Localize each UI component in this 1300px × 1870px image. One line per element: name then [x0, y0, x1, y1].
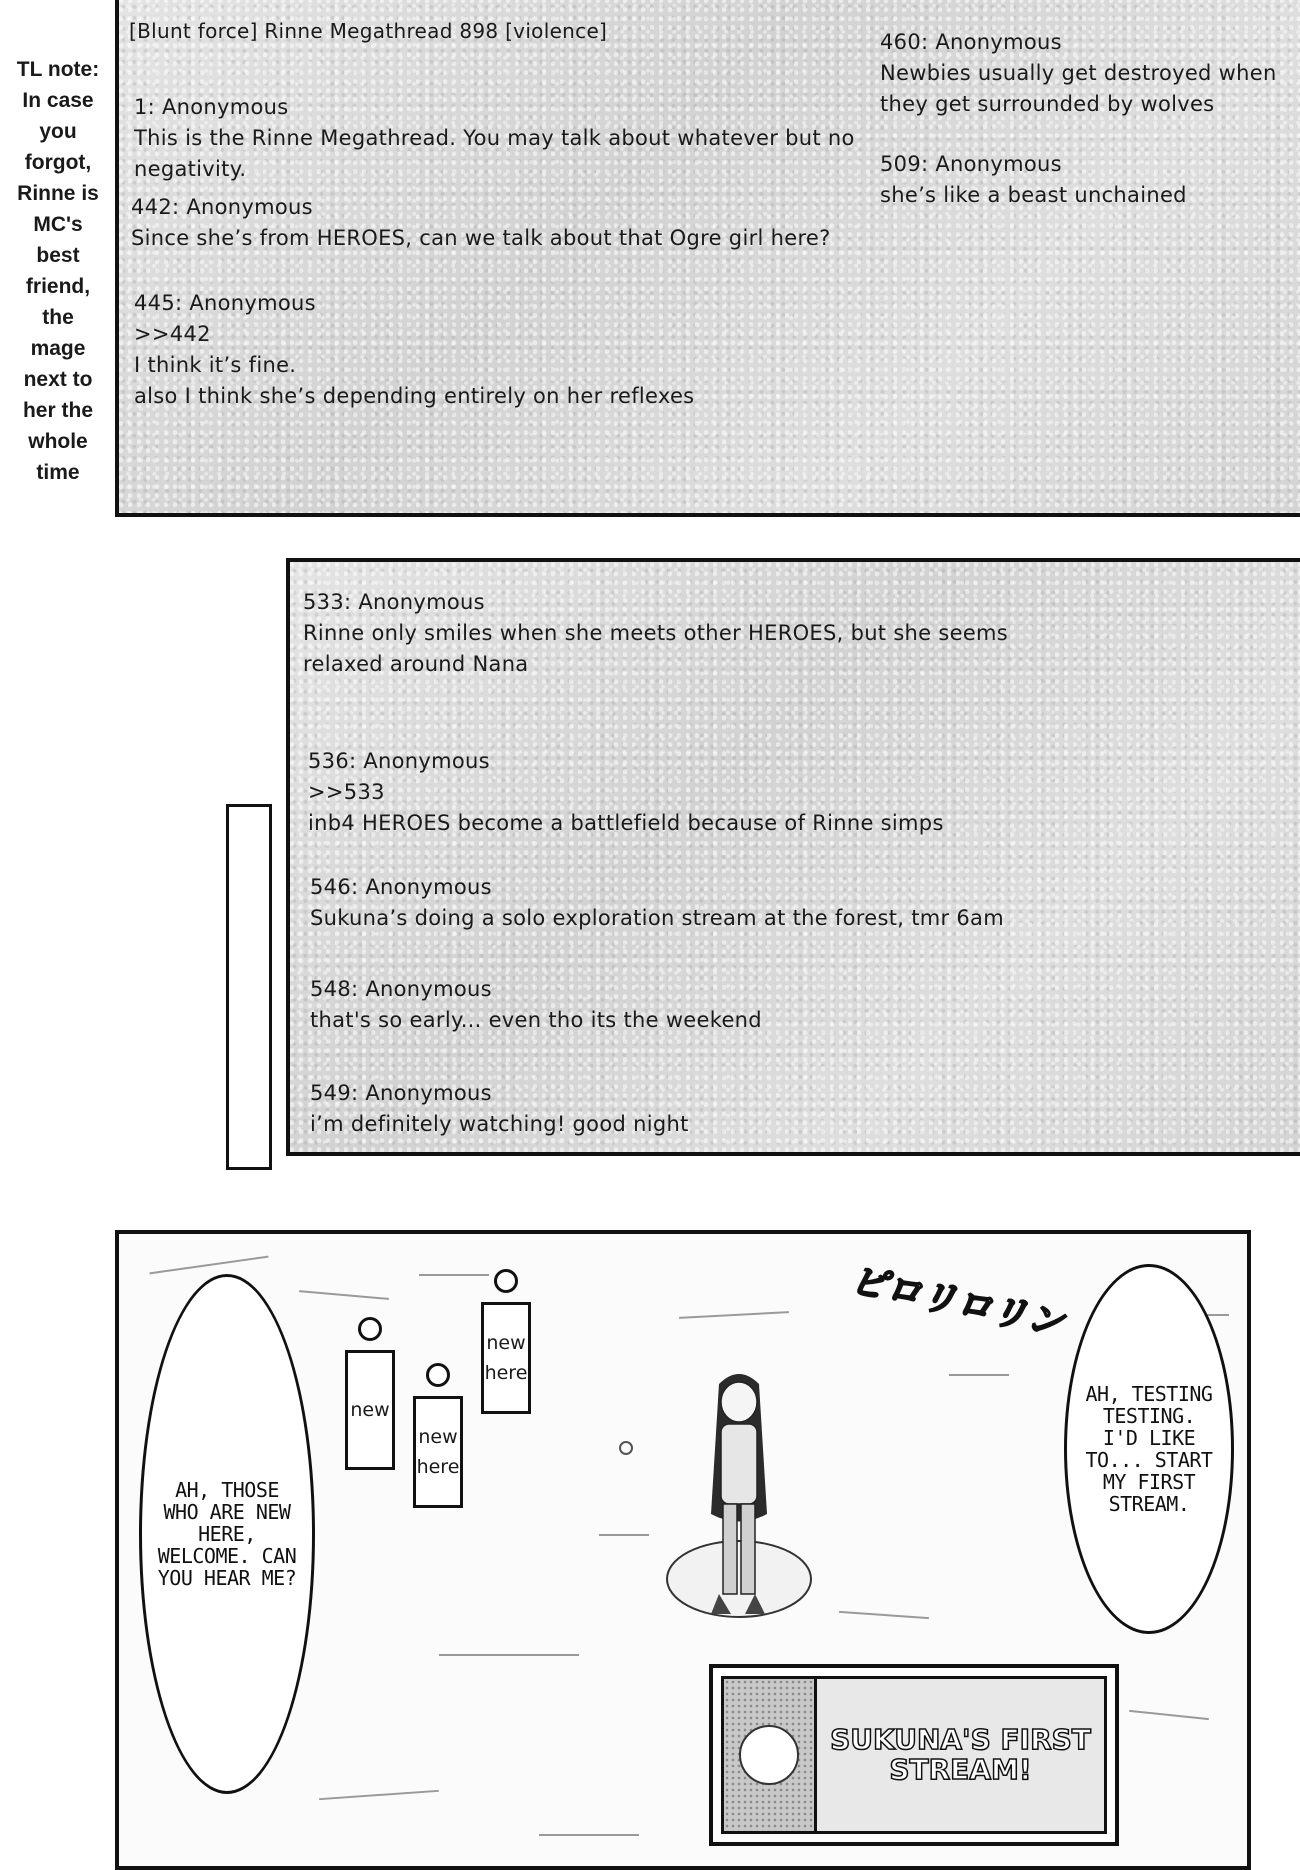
speed-line [149, 1256, 268, 1275]
speech-text-left: AH, THOSE WHO ARE NEW HERE, WELCOME. CAN YOU HEAR ME? [157, 1478, 297, 1590]
post-text: she’s like a beast unchained [880, 183, 1187, 207]
tl-note-line: time [36, 461, 80, 484]
tl-note-line: MC's [33, 213, 83, 236]
tl-note-line: you [39, 120, 77, 143]
post-id: 1: Anonymous [134, 95, 289, 119]
chat-tag-text: here [416, 1456, 460, 1478]
post-text: Rinne only smiles when she meets other HEROES, but she seems [303, 621, 1009, 645]
speech-bubble-left [139, 1274, 315, 1794]
avatar-circle-icon [739, 1725, 799, 1785]
post-text: inb4 HEROES become a battlefield because of Rinne simps [308, 811, 944, 835]
sitting-girl-figure [659, 1364, 819, 1654]
speed-line [539, 1834, 639, 1836]
speech-bubble-right [1064, 1264, 1234, 1634]
post-text: relaxed around Nana [303, 652, 529, 676]
tl-note-line: her the [22, 399, 93, 422]
banner-inner [721, 1676, 1107, 1834]
tl-note-line: mage [30, 337, 86, 360]
thread-panel-2 [286, 558, 1300, 1156]
speed-line [949, 1374, 1009, 1376]
tl-note-line: In case [22, 89, 94, 112]
post-text: they get surrounded by wolves [880, 92, 1215, 116]
tl-note-line: forgot, [24, 151, 92, 174]
tl-note-line: Rinne is [17, 182, 99, 205]
post-text: I think it’s fine. [134, 353, 297, 377]
post-id: 445: Anonymous [134, 291, 316, 315]
tl-note-line: best [36, 244, 80, 267]
speed-line [419, 1274, 489, 1276]
post-text: also I think she’s depending entirely on her reflexes [134, 384, 695, 408]
post-id: 548: Anonymous [310, 977, 492, 1001]
stream-title: SUKUNA'S FIRST STREAM! [817, 1679, 1104, 1831]
post-id: 546: Anonymous [310, 875, 492, 899]
chat-tag-text: new [418, 1426, 458, 1448]
empty-panel-box [226, 804, 272, 1170]
chat-tag-text: here [484, 1362, 528, 1384]
chat-tag-new-here [481, 1302, 531, 1414]
manga-panel [115, 1230, 1251, 1870]
camera-drone-icon [619, 1441, 633, 1455]
tl-note [8, 54, 108, 488]
chat-tag-new [345, 1350, 395, 1470]
tl-note-line: the [42, 306, 74, 329]
post-text: i’m definitely watching! good night [310, 1112, 689, 1136]
tl-note-line: whole [28, 430, 88, 453]
chat-tag-text: new [486, 1332, 526, 1354]
post-text: that's so early... even tho its the weekend [310, 1008, 762, 1032]
post-id: 549: Anonymous [310, 1081, 492, 1105]
post-id: 533: Anonymous [303, 590, 485, 614]
post-text: Newbies usually get destroyed when [880, 61, 1277, 85]
chat-tag-new-here [413, 1396, 463, 1508]
chat-avatar-circle [494, 1269, 518, 1293]
speed-line [599, 1534, 649, 1536]
chat-tag-text: new [350, 1399, 390, 1421]
post-id: 509: Anonymous [880, 152, 1062, 176]
post-text: Since she’s from HEROES, can we talk about that Ogre girl here? [131, 226, 831, 250]
post-text: This is the Rinne Megathread. You may talk about whatever but no [134, 126, 855, 150]
thread-panel-1 [115, 0, 1300, 517]
post-id: 536: Anonymous [308, 749, 490, 773]
sound-effect-text: ピロリロリン [846, 1259, 1067, 1345]
stream-title-banner [709, 1664, 1119, 1846]
speed-line [319, 1790, 439, 1800]
speech-text-right: AH, TESTING TESTING. I'D LIKE TO... START MY FIRST STREAM. [1085, 1382, 1213, 1516]
speed-line [839, 1611, 929, 1619]
chat-avatar-circle [358, 1317, 382, 1341]
tl-note-line: friend, [25, 275, 91, 298]
thread-header: [Blunt force] Rinne Megathread 898 [violence] [129, 19, 608, 43]
post-reply-ref: >>442 [134, 322, 211, 346]
tl-note-line: TL note: [16, 58, 100, 81]
tl-note-line: next to [23, 368, 93, 391]
banner-avatar-area [724, 1679, 817, 1831]
post-text: Sukuna’s doing a solo exploration stream at the forest, tmr 6am [310, 906, 1004, 930]
speed-line [439, 1654, 579, 1656]
post-id: 442: Anonymous [131, 195, 313, 219]
post-reply-ref: >>533 [308, 780, 385, 804]
post-id: 460: Anonymous [880, 30, 1062, 54]
chat-avatar-circle [426, 1363, 450, 1387]
speed-line [679, 1311, 789, 1319]
speed-line [1129, 1710, 1209, 1720]
post-text: negativity. [134, 157, 247, 181]
speed-line [299, 1290, 389, 1300]
